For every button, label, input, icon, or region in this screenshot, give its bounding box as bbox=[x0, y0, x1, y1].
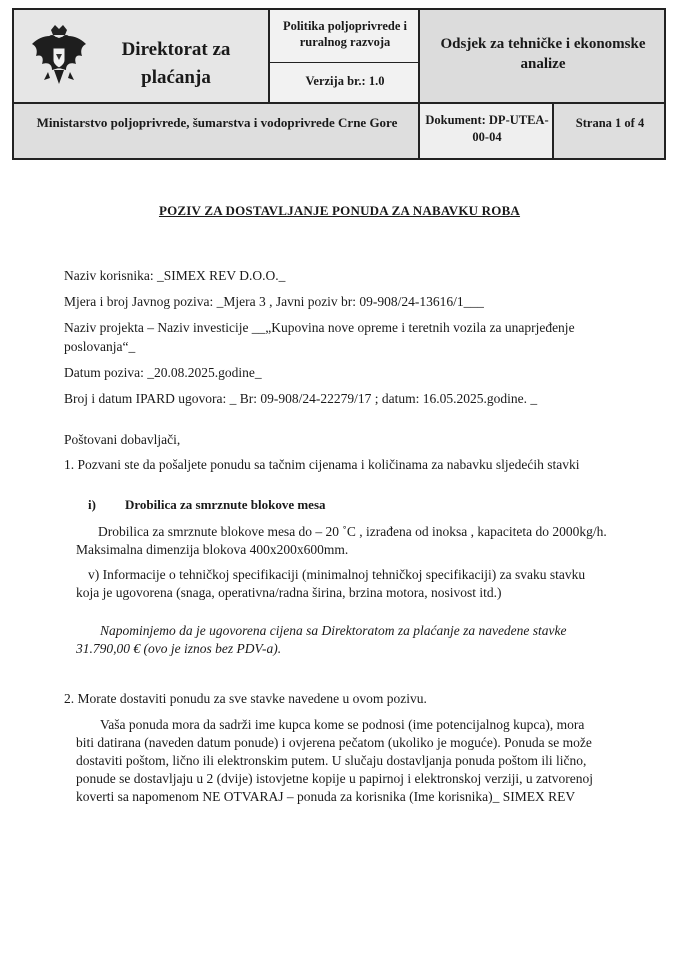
policy-cell bbox=[269, 9, 419, 103]
specification-line1: v) Informacije o tehničkoj specifikaciji (minimalnoj tehničkoj specifikaciji) za svaku stavku bbox=[88, 567, 586, 582]
field-korisnik: Naziv korisnika: _SIMEX REV D.O.O._ bbox=[64, 268, 286, 283]
description-line2: Maksimalna dimenzija blokova 400x200x600mm. bbox=[76, 542, 349, 557]
organization-title: Direktorat za plaćanja bbox=[121, 39, 231, 88]
document-title: POZIV ZA DOSTAVLJANJE PONUDA ZA NABAVKU ROBA bbox=[158, 203, 521, 218]
document-id-cell bbox=[419, 103, 553, 159]
department-cell bbox=[419, 9, 665, 103]
field-projekat-line2: poslovanja“_ bbox=[64, 339, 136, 354]
paragraph-line1: Vaša ponuda mora da sadrži ime kupca kome se podnosi (ime potencijalnog kupca), mora bbox=[100, 717, 585, 732]
sub-item-title: Drobilica za smrznute blokove mesa bbox=[125, 497, 326, 512]
specification-line2: koja je ugovorena (snaga, operativna/radna širina, brzina motora, nosivost itd.) bbox=[76, 585, 502, 600]
divider bbox=[270, 62, 418, 63]
version-label: Verzija br.: 1.0 bbox=[305, 74, 385, 88]
policy-unit: Politika poljoprivrede i ruralnog razvoja bbox=[282, 19, 408, 49]
paragraph-line2: biti datirana (naveden datum ponude) i ovjerena pečatom (ukoliko je moguće). Ponuda se može bbox=[76, 735, 592, 750]
logo-cell bbox=[13, 9, 269, 103]
coat-of-arms-icon bbox=[30, 24, 88, 90]
item-1: 1. Pozvani ste da pošaljete ponudu sa tačnim cijenama i količinama za nabavku sljedećih stavki bbox=[64, 457, 580, 472]
price-note-line1: Napominjemo da je ugovorena cijena sa Direktoratom za plaćanje za navedene stavke bbox=[100, 623, 567, 638]
field-javni-poziv: Mjera i broj Javnog poziva: _Mjera 3 , Javni poziv br: 09-908/24-13616/1___ bbox=[64, 294, 484, 309]
field-datum-poziva: Datum poziva: _20.08.2025.godine_ bbox=[64, 365, 262, 380]
page-number-cell bbox=[553, 103, 665, 159]
field-ipard-ugovor: Broj i datum IPARD ugovora: _ Br: 09-908/24-22279/17 ; datum: 16.05.2025.godine. _ bbox=[64, 391, 538, 406]
paragraph-line5: koverti sa napomenom NE OTVARAJ – ponuda za korisnika (Ime korisnika)_ SIMEX REV bbox=[76, 789, 576, 804]
paragraph-line3: dostaviti poštom, lično ili elektronskim putem. U slučaju dostavljanja ponuda poštom ili lično, bbox=[76, 753, 587, 768]
department-title: Odsjek za tehničke i ekonomske analize bbox=[440, 36, 646, 72]
description-line1: Drobilica za smrznute blokove mesa do – 20 ˚C , izrađena od inoksa , kapaciteta do 2000kg/h. bbox=[98, 524, 607, 539]
field-projekat-line1: Naziv projekta – Naziv investicije __„Kupovina nove opreme i teretnih vozila za unaprjeđenje bbox=[64, 320, 575, 335]
page-number: Strana 1 of 4 bbox=[575, 116, 645, 130]
ministry-title: Ministarstvo poljoprivrede, šumarstva i vodoprivrede Crne Gore bbox=[36, 115, 398, 130]
sub-item-number: i) bbox=[88, 497, 96, 512]
price-note-line2: 31.790,00 € (ovo je iznos bez PDV-a). bbox=[76, 641, 282, 656]
greeting: Poštovani dobavljači, bbox=[64, 432, 181, 447]
paragraph-line4: ponude se dostavljaju u 2 (dvije) istovjetne kopije u papirnoj i elektronskoj verziji, u zatvorenoj bbox=[76, 771, 594, 786]
document-id: Dokument: DP-UTEA-00-04 bbox=[425, 113, 549, 144]
ministry-cell bbox=[13, 103, 419, 159]
item-2: 2. Morate dostaviti ponudu za sve stavke navedene u ovom pozivu. bbox=[64, 691, 427, 706]
document-header bbox=[12, 8, 666, 160]
